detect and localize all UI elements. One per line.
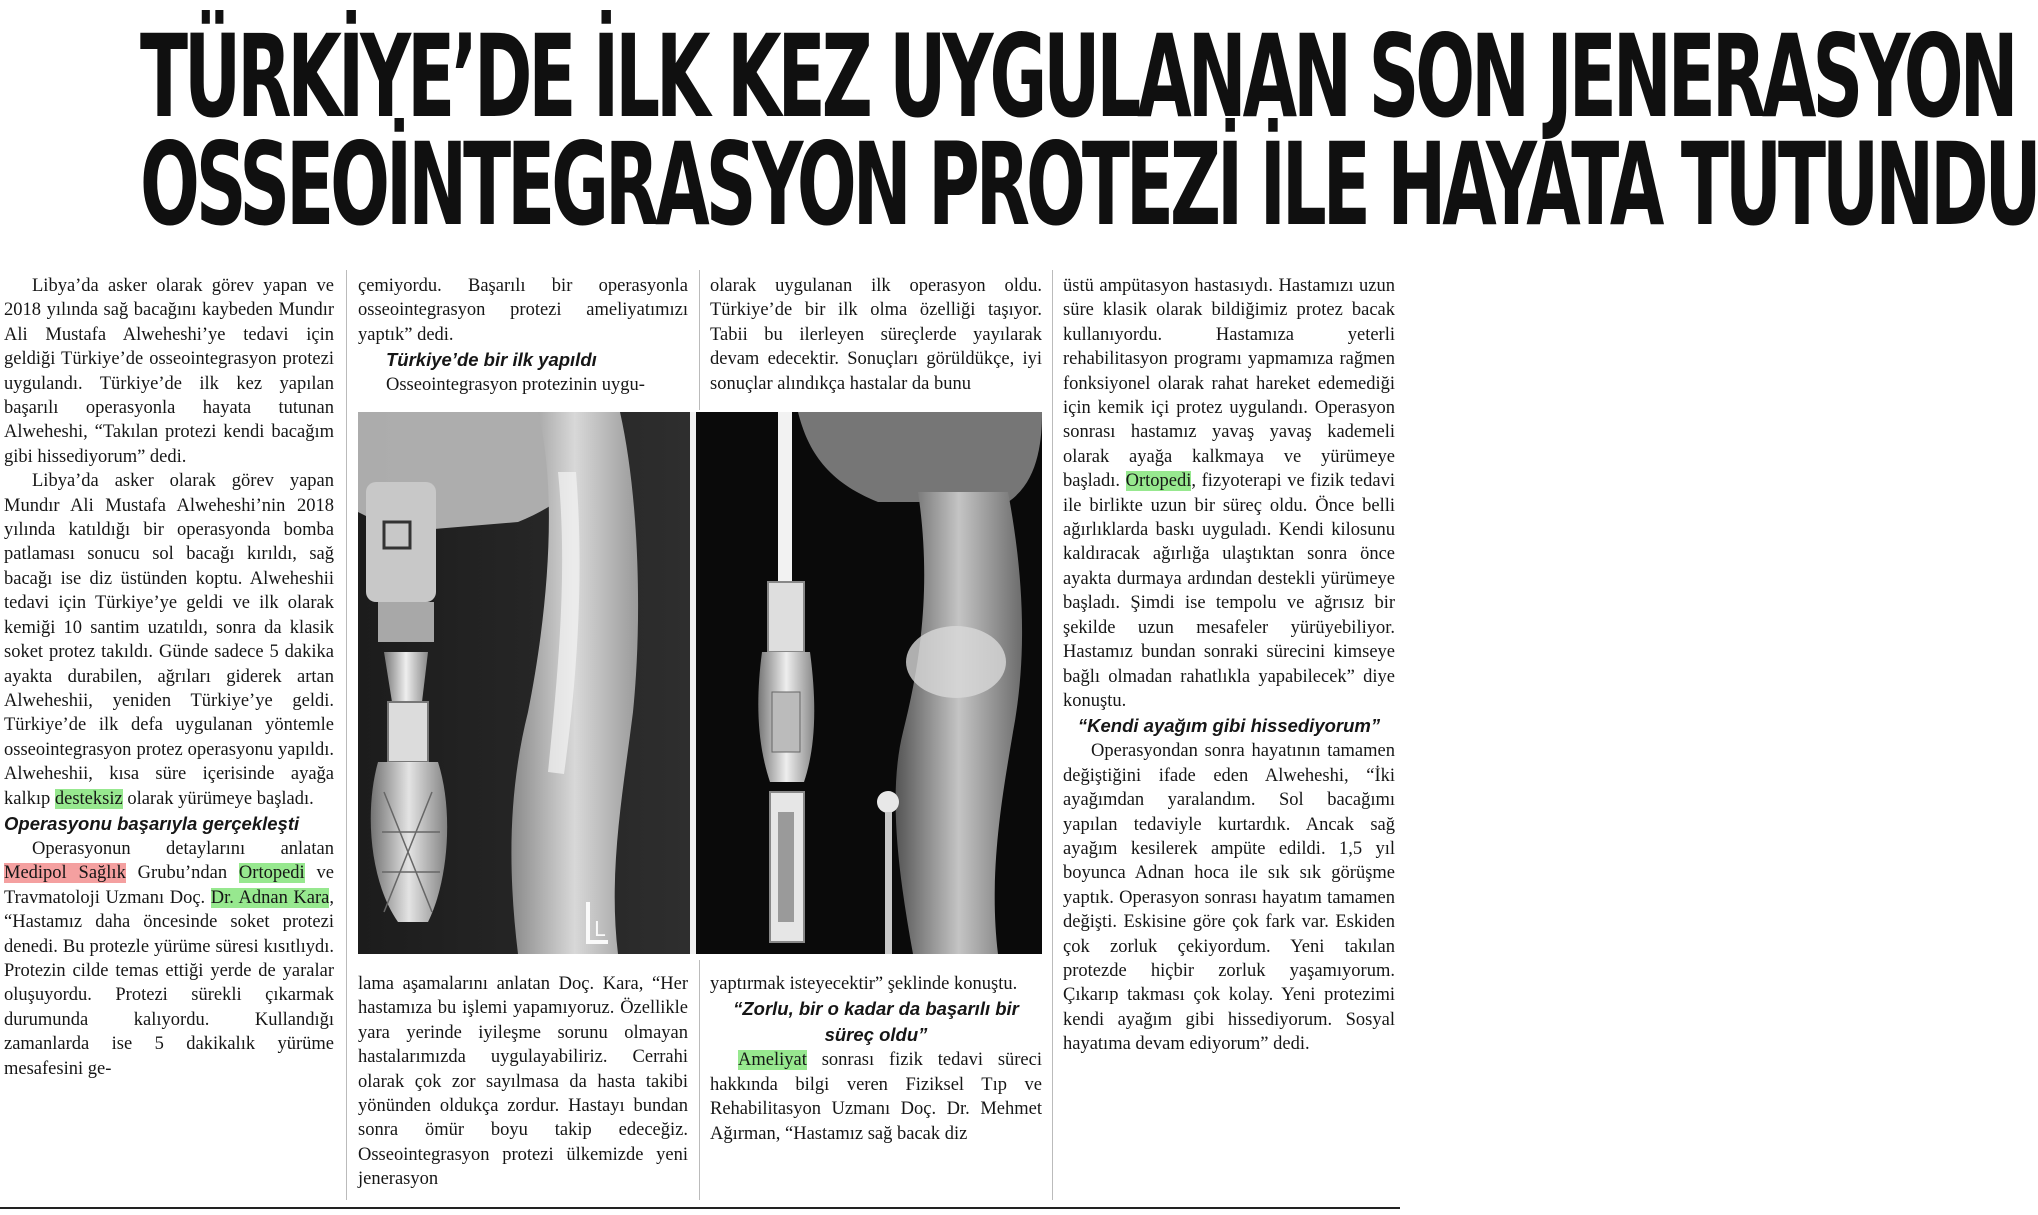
paragraph: Operasyondan sonra hayatının tamamen değiştiğini ifade eden Alweheshi, “İki ayağımdan yaralandım. Sol bacağımı yapılan tedaviyle kurtardık. Ancak sağ ayağım kesilerek ampüte edildi. 1,5 yıl boyunca Adnan hoca ile sık sık görüşme yaptık. Operasyon sonrası hayatım tamamen değişti. Eskisine göre çok fark var. Eskiden çok zorluk çekiyordum. Yeni takılan protezde hiçbir zorluk yaşamıyorum. Çıkarıp takması çok kolay. Yeni protezimi kendi ayağım gibi hissediyorum. Sosyal hayatıma devam ediyorum” dedi. [1063, 741, 1395, 1055]
column-divider [346, 270, 347, 1200]
subheading: Operasyonu başarıyla gerçekleşti [4, 812, 300, 834]
subheading: “Kendi ayağım gibi hissediyorum” [1077, 715, 1381, 737]
paragraph: Libya’da asker olarak görev yapan Mundır Ali Mustafa Alweheshi’nin 2018 yılında katıldığı bir operasyonda bomba patlaması sonucu sol bacağı kırıldı, sağ bacağı ise diz üstünden koptu. Alweheshii tedavi için Türkiye’ye geldi ve ilk olarak kemiği 10 santim uzatıldı, sonra da klasik soket protez takıldı. Günde sadece 5 dakika ayakta durabilen, ağrıları giderek artan Alweheshii, yeniden Türkiye’ye geldi. Türkiye’de ilk defa uygulanan yöntemle osseointegrasyon protez operasyonu yapıldı. Alweheshii, kısa süre içerisinde ayağa kalkıp desteksiz olarak yürümeye başladı. [4, 471, 334, 809]
highlighted-term: Ortopedi [1125, 471, 1192, 492]
highlighted-term: desteksiz [54, 788, 123, 809]
headline-line-1: TÜRKİYE’DE İLK KEZ UYGULANAN SON JENERASYON [140, 9, 2015, 144]
xray-marker: L [594, 917, 606, 941]
column-divider [1052, 270, 1053, 1200]
subheading: Türkiye’de bir ilk yapıldı [386, 349, 597, 371]
paragraph: lama aşamalarını anlatan Doç. Kara, “Her hastamıza bu işlemi yapamıyoruz. Özellikle yara yerinde iyileşme sorunu olmayan hastalarımızda uygulayabiliriz. Cerrahi olarak çok zor sayılmasa da hasta takibi yönünden oldukça zordur. Hastayı bundan sonra ömür boyu takip edeceğiz. Osseointegrasyon protezi ülkemizde yeni jenerasyon [358, 974, 688, 1190]
paragraph: yaptırmak isteyecektir” şeklinde konuştu. [710, 974, 1018, 994]
article-column-2-continued [358, 972, 688, 1192]
paragraph: olarak uygulanan ilk operasyon oldu. Türkiye’de bir ilk olma özelliği taşıyor. Tabii bu ilerleyen süreçlerde yayılarak devam edecektir. Sonuçları görüldükçe, iyi sonuçlar alındıkça hastalar da bunu [710, 276, 1042, 394]
subheading: “Zorlu, bir o kadar da başarılı bir süreç oldu” [733, 998, 1019, 1046]
highlighted-term: Dr. Adnan Kara [210, 887, 330, 908]
headline-line-2: OSSEOİNTEGRASYON PROTEZİ İLE HAYATA TUTUNDU [140, 117, 2038, 252]
article-column-3-continued [710, 972, 1042, 1146]
highlighted-term: Ortopedi [238, 863, 305, 884]
paragraph: çemiyordu. Başarılı bir operasyonla osseointegrasyon protezi ameliyatımızı yaptık” dedi. [358, 276, 688, 345]
paragraph: Osseointegrasyon protezinin uygu- [386, 375, 645, 396]
highlighted-term: Ameliyat [738, 1050, 807, 1071]
xray-image [358, 412, 1042, 954]
column-divider [699, 960, 700, 1200]
bottom-rule [0, 1207, 1400, 1209]
article-column-1 [4, 274, 334, 1081]
paragraph: üstü ampütasyon hastasıydı. Hastamızı uzun süre klasik olarak bildiğimiz protez bacak kullanıyordu. Hastamıza yeterli rehabilitasyon programı yapmamıza rağmen fonksiyonel olarak rahat hareket edemediği için kemik içi protez uygulandı. Operasyon sonrası hastamız yavaş yavaş kademeli olarak ayağa kalkmaya ve yürümeye başladı. Ortopedi, fizyoterapi ve fizik tedavi ile birlikte uzun bir süreç oldu. Önce belli ağırlıklarda baskı uyguladı. Kendi kilosunu kaldıracak ağırlığa ulaştıktan sonra önce ayakta durmaya ardından destekli yürümeye başladı. Şimdi ise tempolu ve ağrısız bir şekilde uzun mesafeler yürüyebiliyor. Hastamız bundan sonraki sürecini kimseye bağlı olmadan rahatlıkla yapabilecek” diye konuştu. [1063, 276, 1395, 711]
paragraph: Libya’da asker olarak görev yapan ve 2018 yılında sağ bacağını kaybeden Mundır Ali Mustafa Alweheshi’ye tedavi için geldiği Türkiye’de osseointegrasyon protezi uygulandı. Türkiye’de ilk kez yapılan başarılı operasyonla hayata tutunan Alweheshi, “Takılan protezi kendi bacağım gibi hissediyorum” dedi. [4, 276, 334, 467]
article-column-4 [1063, 274, 1395, 1057]
highlighted-term: Medipol Sağlık [4, 863, 126, 884]
article-column-2 [358, 274, 688, 398]
xray-photo [358, 412, 1042, 954]
article-column-3 [710, 274, 1042, 396]
paragraph: Operasyonun detaylarını anlatan Medipol Sağlık Grubu’ndan Ortopedi ve Travmatoloji Uzmanı Doç. Dr. Adnan Kara, “Hastamız daha öncesinde soket protezi denedi. Bu protezle yürüme süresi kısıtlıydı. Protezin cilde temas ettiği yerde de yaralar oluşuyordu. Protezi sürekli çıkarmak durumunda kalıyordu. Kullandığı zamanlarda ise 5 dakikalık yürüme mesafesini ge- [4, 838, 334, 1079]
paragraph: Ameliyat sonrası fizik tedavi süreci hakkında bilgi veren Fiziksel Tıp ve Rehabilitasyon Uzmanı Doç. Dr. Mehmet Ağırman, “Hastamız sağ bacak diz [710, 1050, 1042, 1144]
column-divider [699, 270, 700, 410]
